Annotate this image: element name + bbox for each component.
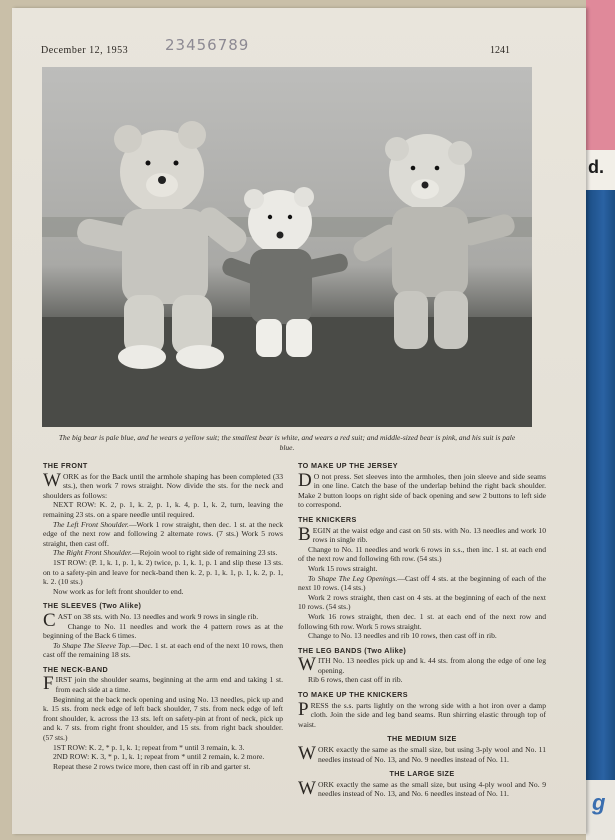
drop-cap: P bbox=[298, 698, 309, 720]
front-paragraph bbox=[43, 469, 283, 501]
pencil-annotation: 23456789 bbox=[165, 36, 250, 54]
knickers-text-5: Work 2 rows straight, then cast on 4 sts. at the beginning of each of the next 10 rows. (54 sts.) bbox=[298, 592, 546, 612]
sleeves-heading: THE SLEEVES (Two Alike) bbox=[43, 601, 142, 611]
drop-cap: B bbox=[298, 523, 311, 545]
sleeves-text-2: Change to No. 11 needles and work the 4 pattern rows as at the beginning of the Back 6 times. bbox=[43, 621, 283, 641]
front-text-1: ORK as for the Back until the armhole shaping has been completed (33 sts.), then work 7 rows straight. Now divide the sts. for the neck and shoulders as follows: bbox=[43, 471, 283, 500]
magazine-stack-edge bbox=[586, 0, 615, 840]
front-left-shoulder-text: —Work 1 row straight, then dec. 1 st. at the neck edge of the next row and following 2 alternate rows. (7 sts.) Work 5 rows straight, then cast off. bbox=[43, 519, 283, 548]
knickers-leg-openings-text: —Cast off 4 sts. at the beginning of each of the next 10 rows. (14 sts.) bbox=[298, 573, 546, 593]
front-left-shoulder bbox=[43, 520, 283, 549]
legbands-text-2: Rib 6 rows, then cast off in rib. bbox=[308, 675, 403, 685]
large-size-heading: THE LARGE SIZE bbox=[389, 769, 455, 779]
make-knickers-heading: TO MAKE UP THE KNICKERS bbox=[298, 690, 408, 700]
sleeves-shape-title: To Shape The Sleeve Top. bbox=[53, 640, 132, 650]
middle-bear-figure bbox=[350, 134, 517, 349]
drop-cap: W bbox=[298, 777, 316, 799]
medium-size-text: ORK exactly the same as the small size, but using 3-ply wool and No. 11 needles instead of No. 13, and No. 9 needles instead of No. 11. bbox=[317, 745, 546, 764]
make-knickers-paragraph bbox=[298, 698, 546, 730]
issue-date: December 12, 1953 bbox=[41, 45, 129, 56]
knickers-text-6: Work 16 rows straight, then dec. 1 st. at each end of the next row and following 6th row. Work 5 rows straight. bbox=[298, 611, 546, 631]
knickers-leg-openings-title: To Shape The Leg Openings. bbox=[308, 573, 398, 583]
large-size-paragraph bbox=[298, 777, 546, 799]
knickers-paragraph bbox=[298, 523, 546, 545]
drop-cap: W bbox=[298, 743, 316, 765]
medium-size-heading: THE MEDIUM SIZE bbox=[387, 734, 457, 744]
neckband-text-1: IRST join the shoulder seams, beginning at the arm end and taking 1 st. from each side at a time. bbox=[55, 675, 283, 695]
page-number: 1241 bbox=[490, 45, 510, 56]
magazine-page bbox=[12, 8, 586, 834]
photo-caption: The big bear is pale blue, and he wears a yellow suit; the smallest bear is white, and wears a red suit; and middle-sized bear is pink, and his suit is pale blue. bbox=[58, 433, 516, 452]
jersey-paragraph bbox=[298, 469, 546, 510]
sleeves-text-1: AST on 38 sts. with No. 13 needles and work 9 rows in single rib. bbox=[57, 611, 259, 621]
legbands-paragraph bbox=[298, 656, 546, 675]
neckband-text-2: Beginning at the back neck opening and using No. 13 needles, pick up and k. 15 sts. from neck edge of left back shoulder, 7 sts. from neck edge of left front shoulder, k. across the 13 sts. left on safety-pin at front of neck, pick up and k. 7 sts. from right front shoulder, and 15 sts. from right back shoulder. (57 sts.) bbox=[43, 694, 283, 743]
front-heading: THE FRONT bbox=[43, 461, 88, 470]
front-right-shoulder-text: —Rejoin wool to right side of remaining 23 sts. bbox=[132, 548, 278, 558]
spine-letter: g bbox=[592, 790, 606, 815]
front-text-2: NEXT ROW: K. 2, p. 1, k. 2, p. 1, k. 4, p. 1, k. 2, turn, leaving the remaining 23 sts. on a spare needle until required. bbox=[43, 500, 283, 519]
legbands-text-1: ITH No. 13 needles pick up and k. 44 sts. from along the edge of one leg opening. bbox=[317, 656, 546, 675]
edge-band-pink bbox=[586, 0, 615, 150]
knickers-text-1: EGIN at the waist edge and cast on 50 sts. with No. 13 needles and work 10 rows in single rib. bbox=[312, 525, 546, 545]
front-right-shoulder-title: The Right Front Shoulder. bbox=[53, 548, 133, 558]
drop-cap: W bbox=[298, 654, 316, 676]
right-column bbox=[298, 456, 546, 799]
jersey-text-1: O not press. Set sleeves into the armholes, then join sleeve and side seams in one line. Catch the base of the underlap behind the right back shoulder. Make 2 button loops on right side of back opening and sew 2 buttons to left side to correspond. bbox=[298, 471, 546, 510]
sleeves-shape bbox=[43, 641, 283, 660]
front-left-shoulder-title: The Left Front Shoulder. bbox=[53, 519, 129, 529]
knickers-text-2: Change to No. 11 needles and work 6 rows in s.s., then inc. 1 st. at each end of the next row and following 6th row. (54 sts.) bbox=[298, 544, 546, 564]
edge-band-blue bbox=[586, 190, 615, 780]
knickers-text-7: Change to No. 13 needles and rib 10 rows, then cast off in rib. bbox=[308, 631, 497, 641]
knickers-heading: THE KNICKERS bbox=[298, 514, 357, 524]
make-knickers-text: RESS the s.s. parts lightly on the wrong side with a hot iron over a damp cloth. Join the side and leg band seams. Run shirring elastic through top of waist. bbox=[298, 700, 546, 729]
drop-cap: C bbox=[43, 609, 56, 631]
neckband-text-5: Repeat these 2 rows twice more, then cast off in rib and garter st. bbox=[53, 761, 251, 771]
spine-word: d. bbox=[588, 157, 604, 177]
neckband-text-3: 1ST ROW: K. 2, * p. 1, k. 1; repeat from * until 3 remain, k. 3. bbox=[53, 742, 245, 752]
legbands-heading: THE LEG BANDS (Two Alike) bbox=[298, 645, 407, 655]
medium-size-paragraph bbox=[298, 745, 546, 764]
teddy-bears-illustration bbox=[42, 67, 532, 427]
teddy-bears-photo bbox=[42, 67, 532, 427]
drop-cap: F bbox=[43, 673, 54, 695]
front-text-5: 1ST ROW: (P. 1, k. 1, p. 1, k. 2) twice, p. 1, k. 1, p. 1 and slip these 13 sts. on to a safety-pin and leave for neck-band then k. 2, p. 1, k. 1, p. 1, k. 2, p. 1, k. 2. (10 sts.) bbox=[43, 557, 283, 587]
neckband-text-4: 2ND ROW: K. 3, * p. 1, k. 1; repeat from * until 2 remain, k. 2 more. bbox=[53, 752, 265, 762]
knickers-text-3: Work 15 rows straight. bbox=[308, 563, 378, 573]
front-text-6: Now work as for left front shoulder to end. bbox=[53, 586, 184, 596]
front-right-shoulder bbox=[43, 548, 283, 558]
neckband-heading: THE NECK-BAND bbox=[43, 664, 109, 674]
drop-cap: D bbox=[298, 469, 312, 491]
left-column bbox=[43, 456, 283, 771]
neckband-paragraph bbox=[43, 675, 283, 694]
drop-cap: W bbox=[43, 469, 61, 491]
sleeves-shape-text: —Dec. 1 st. at each end of the next 10 rows, then cast off the remaining 18 sts. bbox=[43, 640, 283, 660]
knickers-leg-openings bbox=[298, 574, 546, 593]
jersey-heading: TO MAKE UP THE JERSEY bbox=[298, 461, 398, 470]
large-size-text: ORK exactly the same as the small size, but using 4-ply wool and No. 9 needles instead of No. 13, and No. 6 needles instead of No. 11. bbox=[317, 779, 546, 799]
